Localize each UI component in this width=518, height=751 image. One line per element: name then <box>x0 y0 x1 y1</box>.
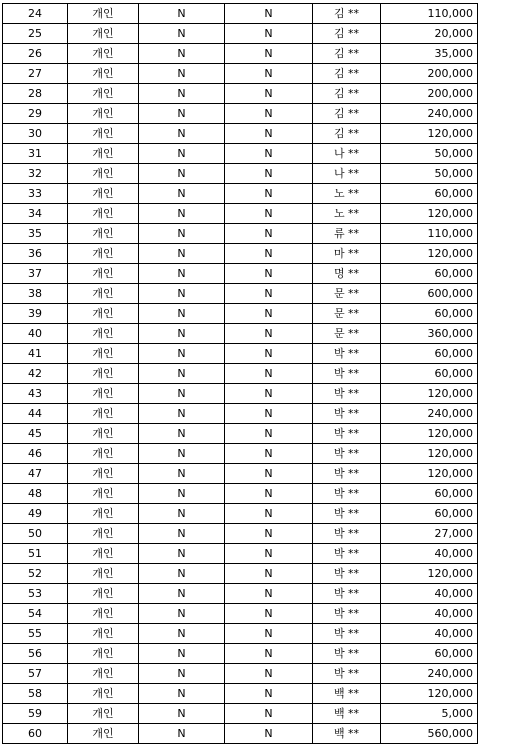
flag-b-cell: N <box>225 264 313 284</box>
row-number-cell: 25 <box>3 24 68 44</box>
flag-a-cell: N <box>139 24 225 44</box>
amount-cell: 27,000 <box>381 524 478 544</box>
flag-b-cell: N <box>225 444 313 464</box>
type-cell: 개인 <box>68 324 139 344</box>
name-cell: 박 ** <box>313 404 381 424</box>
amount-cell: 40,000 <box>381 604 478 624</box>
row-number-cell: 36 <box>3 244 68 264</box>
type-cell: 개인 <box>68 24 139 44</box>
table-row <box>3 304 478 324</box>
name-cell: 박 ** <box>313 604 381 624</box>
flag-b-cell: N <box>225 724 313 744</box>
row-number-cell: 54 <box>3 604 68 624</box>
flag-b-cell: N <box>225 184 313 204</box>
amount-cell: 200,000 <box>381 64 478 84</box>
row-number-cell: 48 <box>3 484 68 504</box>
flag-b-cell: N <box>225 584 313 604</box>
flag-b-cell: N <box>225 84 313 104</box>
type-cell: 개인 <box>68 144 139 164</box>
name-cell: 백 ** <box>313 684 381 704</box>
flag-a-cell: N <box>139 404 225 424</box>
name-cell: 박 ** <box>313 424 381 444</box>
amount-cell: 40,000 <box>381 544 478 564</box>
type-cell: 개인 <box>68 524 139 544</box>
amount-cell: 120,000 <box>381 464 478 484</box>
row-number-cell: 24 <box>3 4 68 24</box>
table-row <box>3 284 478 304</box>
amount-cell: 60,000 <box>381 264 478 284</box>
table-row <box>3 144 478 164</box>
name-cell: 나 ** <box>313 144 381 164</box>
row-number-cell: 34 <box>3 204 68 224</box>
amount-cell: 120,000 <box>381 564 478 584</box>
name-cell: 박 ** <box>313 484 381 504</box>
name-cell: 박 ** <box>313 464 381 484</box>
name-cell: 박 ** <box>313 564 381 584</box>
table-row <box>3 104 478 124</box>
name-cell: 박 ** <box>313 384 381 404</box>
amount-cell: 60,000 <box>381 644 478 664</box>
name-cell: 마 ** <box>313 244 381 264</box>
name-cell: 박 ** <box>313 344 381 364</box>
amount-cell: 120,000 <box>381 204 478 224</box>
table-row <box>3 464 478 484</box>
name-cell: 나 ** <box>313 164 381 184</box>
row-number-cell: 45 <box>3 424 68 444</box>
type-cell: 개인 <box>68 604 139 624</box>
name-cell: 문 ** <box>313 324 381 344</box>
flag-a-cell: N <box>139 144 225 164</box>
table-row <box>3 44 478 64</box>
flag-b-cell: N <box>225 144 313 164</box>
flag-a-cell: N <box>139 264 225 284</box>
name-cell: 박 ** <box>313 584 381 604</box>
flag-a-cell: N <box>139 624 225 644</box>
flag-b-cell: N <box>225 324 313 344</box>
row-number-cell: 28 <box>3 84 68 104</box>
flag-a-cell: N <box>139 444 225 464</box>
amount-cell: 200,000 <box>381 84 478 104</box>
flag-a-cell: N <box>139 44 225 64</box>
flag-a-cell: N <box>139 184 225 204</box>
flag-b-cell: N <box>225 684 313 704</box>
name-cell: 박 ** <box>313 544 381 564</box>
type-cell: 개인 <box>68 424 139 444</box>
type-cell: 개인 <box>68 124 139 144</box>
table-row <box>3 364 478 384</box>
table-row <box>3 164 478 184</box>
type-cell: 개인 <box>68 4 139 24</box>
flag-b-cell: N <box>225 404 313 424</box>
amount-cell: 120,000 <box>381 384 478 404</box>
flag-b-cell: N <box>225 564 313 584</box>
table-row <box>3 84 478 104</box>
type-cell: 개인 <box>68 644 139 664</box>
row-number-cell: 30 <box>3 124 68 144</box>
flag-b-cell: N <box>225 24 313 44</box>
type-cell: 개인 <box>68 244 139 264</box>
amount-cell: 110,000 <box>381 4 478 24</box>
type-cell: 개인 <box>68 44 139 64</box>
type-cell: 개인 <box>68 344 139 364</box>
row-number-cell: 46 <box>3 444 68 464</box>
flag-a-cell: N <box>139 464 225 484</box>
amount-cell: 60,000 <box>381 304 478 324</box>
amount-cell: 5,000 <box>381 704 478 724</box>
table-row <box>3 584 478 604</box>
flag-a-cell: N <box>139 724 225 744</box>
flag-b-cell: N <box>225 664 313 684</box>
table-row <box>3 424 478 444</box>
row-number-cell: 57 <box>3 664 68 684</box>
type-cell: 개인 <box>68 104 139 124</box>
name-cell: 박 ** <box>313 644 381 664</box>
name-cell: 김 ** <box>313 4 381 24</box>
name-cell: 백 ** <box>313 704 381 724</box>
amount-cell: 20,000 <box>381 24 478 44</box>
flag-a-cell: N <box>139 204 225 224</box>
table-row <box>3 484 478 504</box>
flag-a-cell: N <box>139 544 225 564</box>
row-number-cell: 43 <box>3 384 68 404</box>
type-cell: 개인 <box>68 224 139 244</box>
flag-b-cell: N <box>225 484 313 504</box>
amount-cell: 60,000 <box>381 344 478 364</box>
row-number-cell: 37 <box>3 264 68 284</box>
table-row <box>3 204 478 224</box>
row-number-cell: 44 <box>3 404 68 424</box>
flag-a-cell: N <box>139 644 225 664</box>
row-number-cell: 31 <box>3 144 68 164</box>
name-cell: 문 ** <box>313 284 381 304</box>
amount-cell: 240,000 <box>381 404 478 424</box>
name-cell: 김 ** <box>313 64 381 84</box>
flag-b-cell: N <box>225 44 313 64</box>
type-cell: 개인 <box>68 704 139 724</box>
name-cell: 노 ** <box>313 204 381 224</box>
row-number-cell: 51 <box>3 544 68 564</box>
type-cell: 개인 <box>68 384 139 404</box>
flag-a-cell: N <box>139 344 225 364</box>
table-row <box>3 184 478 204</box>
flag-a-cell: N <box>139 604 225 624</box>
flag-b-cell: N <box>225 704 313 724</box>
amount-cell: 60,000 <box>381 504 478 524</box>
row-number-cell: 29 <box>3 104 68 124</box>
amount-cell: 240,000 <box>381 104 478 124</box>
name-cell: 명 ** <box>313 264 381 284</box>
name-cell: 김 ** <box>313 124 381 144</box>
table-row <box>3 644 478 664</box>
amount-cell: 120,000 <box>381 244 478 264</box>
row-number-cell: 27 <box>3 64 68 84</box>
amount-cell: 120,000 <box>381 444 478 464</box>
amount-cell: 560,000 <box>381 724 478 744</box>
flag-b-cell: N <box>225 384 313 404</box>
table-row <box>3 664 478 684</box>
flag-b-cell: N <box>225 344 313 364</box>
type-cell: 개인 <box>68 404 139 424</box>
table-row <box>3 264 478 284</box>
type-cell: 개인 <box>68 724 139 744</box>
flag-b-cell: N <box>225 64 313 84</box>
type-cell: 개인 <box>68 184 139 204</box>
table-row <box>3 124 478 144</box>
table-row <box>3 224 478 244</box>
type-cell: 개인 <box>68 64 139 84</box>
table-row <box>3 684 478 704</box>
table-row <box>3 504 478 524</box>
type-cell: 개인 <box>68 84 139 104</box>
flag-b-cell: N <box>225 164 313 184</box>
name-cell: 박 ** <box>313 364 381 384</box>
row-number-cell: 38 <box>3 284 68 304</box>
name-cell: 박 ** <box>313 664 381 684</box>
flag-a-cell: N <box>139 664 225 684</box>
flag-b-cell: N <box>225 204 313 224</box>
flag-b-cell: N <box>225 104 313 124</box>
flag-b-cell: N <box>225 4 313 24</box>
amount-cell: 600,000 <box>381 284 478 304</box>
type-cell: 개인 <box>68 684 139 704</box>
flag-b-cell: N <box>225 624 313 644</box>
flag-b-cell: N <box>225 284 313 304</box>
name-cell: 문 ** <box>313 304 381 324</box>
amount-cell: 110,000 <box>381 224 478 244</box>
flag-a-cell: N <box>139 64 225 84</box>
amount-cell: 60,000 <box>381 184 478 204</box>
flag-b-cell: N <box>225 464 313 484</box>
type-cell: 개인 <box>68 664 139 684</box>
flag-a-cell: N <box>139 104 225 124</box>
row-number-cell: 41 <box>3 344 68 364</box>
amount-cell: 50,000 <box>381 144 478 164</box>
name-cell: 김 ** <box>313 84 381 104</box>
name-cell: 김 ** <box>313 104 381 124</box>
table-row <box>3 24 478 44</box>
flag-b-cell: N <box>225 524 313 544</box>
table-row <box>3 544 478 564</box>
amount-cell: 50,000 <box>381 164 478 184</box>
name-cell: 김 ** <box>313 24 381 44</box>
table-row <box>3 324 478 344</box>
type-cell: 개인 <box>68 504 139 524</box>
amount-cell: 120,000 <box>381 124 478 144</box>
type-cell: 개인 <box>68 544 139 564</box>
flag-a-cell: N <box>139 224 225 244</box>
flag-a-cell: N <box>139 164 225 184</box>
name-cell: 노 ** <box>313 184 381 204</box>
row-number-cell: 59 <box>3 704 68 724</box>
type-cell: 개인 <box>68 204 139 224</box>
donor-table <box>2 3 478 744</box>
type-cell: 개인 <box>68 484 139 504</box>
table-body <box>3 4 478 744</box>
table-row <box>3 244 478 264</box>
name-cell: 박 ** <box>313 524 381 544</box>
flag-a-cell: N <box>139 324 225 344</box>
flag-a-cell: N <box>139 384 225 404</box>
table-row <box>3 404 478 424</box>
type-cell: 개인 <box>68 164 139 184</box>
type-cell: 개인 <box>68 304 139 324</box>
row-number-cell: 39 <box>3 304 68 324</box>
name-cell: 김 ** <box>313 44 381 64</box>
amount-cell: 120,000 <box>381 684 478 704</box>
amount-cell: 40,000 <box>381 624 478 644</box>
row-number-cell: 58 <box>3 684 68 704</box>
amount-cell: 35,000 <box>381 44 478 64</box>
flag-a-cell: N <box>139 684 225 704</box>
table-row <box>3 624 478 644</box>
flag-a-cell: N <box>139 84 225 104</box>
type-cell: 개인 <box>68 364 139 384</box>
amount-cell: 360,000 <box>381 324 478 344</box>
row-number-cell: 50 <box>3 524 68 544</box>
row-number-cell: 42 <box>3 364 68 384</box>
row-number-cell: 32 <box>3 164 68 184</box>
row-number-cell: 33 <box>3 184 68 204</box>
flag-b-cell: N <box>225 224 313 244</box>
name-cell: 박 ** <box>313 504 381 524</box>
table-row <box>3 704 478 724</box>
row-number-cell: 26 <box>3 44 68 64</box>
flag-b-cell: N <box>225 504 313 524</box>
flag-a-cell: N <box>139 504 225 524</box>
type-cell: 개인 <box>68 624 139 644</box>
table-row <box>3 64 478 84</box>
type-cell: 개인 <box>68 464 139 484</box>
flag-b-cell: N <box>225 304 313 324</box>
row-number-cell: 35 <box>3 224 68 244</box>
row-number-cell: 49 <box>3 504 68 524</box>
flag-a-cell: N <box>139 284 225 304</box>
type-cell: 개인 <box>68 444 139 464</box>
type-cell: 개인 <box>68 264 139 284</box>
type-cell: 개인 <box>68 564 139 584</box>
row-number-cell: 55 <box>3 624 68 644</box>
type-cell: 개인 <box>68 584 139 604</box>
table-row <box>3 384 478 404</box>
table-row <box>3 344 478 364</box>
table-row <box>3 564 478 584</box>
flag-b-cell: N <box>225 544 313 564</box>
flag-a-cell: N <box>139 244 225 264</box>
amount-cell: 120,000 <box>381 424 478 444</box>
flag-a-cell: N <box>139 124 225 144</box>
flag-a-cell: N <box>139 364 225 384</box>
table-row <box>3 4 478 24</box>
table-row <box>3 524 478 544</box>
row-number-cell: 56 <box>3 644 68 664</box>
amount-cell: 240,000 <box>381 664 478 684</box>
flag-b-cell: N <box>225 364 313 384</box>
flag-a-cell: N <box>139 484 225 504</box>
flag-a-cell: N <box>139 424 225 444</box>
name-cell: 박 ** <box>313 624 381 644</box>
name-cell: 백 ** <box>313 724 381 744</box>
flag-b-cell: N <box>225 244 313 264</box>
row-number-cell: 40 <box>3 324 68 344</box>
row-number-cell: 60 <box>3 724 68 744</box>
flag-b-cell: N <box>225 424 313 444</box>
flag-a-cell: N <box>139 304 225 324</box>
name-cell: 박 ** <box>313 444 381 464</box>
amount-cell: 40,000 <box>381 584 478 604</box>
name-cell: 류 ** <box>313 224 381 244</box>
flag-a-cell: N <box>139 524 225 544</box>
flag-b-cell: N <box>225 644 313 664</box>
flag-a-cell: N <box>139 704 225 724</box>
table-row <box>3 724 478 744</box>
amount-cell: 60,000 <box>381 364 478 384</box>
flag-a-cell: N <box>139 4 225 24</box>
flag-a-cell: N <box>139 564 225 584</box>
table-row <box>3 604 478 624</box>
table-row <box>3 444 478 464</box>
amount-cell: 60,000 <box>381 484 478 504</box>
row-number-cell: 47 <box>3 464 68 484</box>
flag-a-cell: N <box>139 584 225 604</box>
flag-b-cell: N <box>225 124 313 144</box>
row-number-cell: 52 <box>3 564 68 584</box>
flag-b-cell: N <box>225 604 313 624</box>
row-number-cell: 53 <box>3 584 68 604</box>
type-cell: 개인 <box>68 284 139 304</box>
